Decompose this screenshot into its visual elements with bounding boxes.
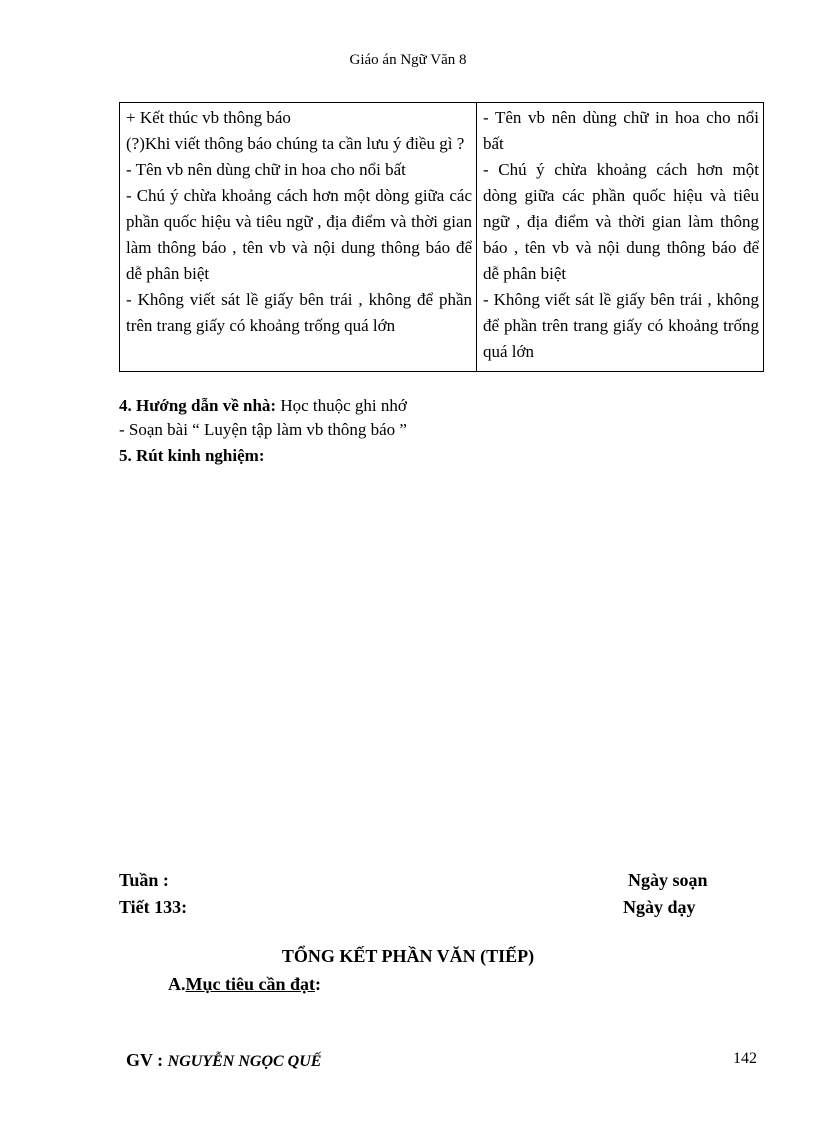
review-heading: 5. Rút kinh nghiệm: xyxy=(119,446,265,465)
week-label: Tuần : xyxy=(119,870,169,890)
right-line: - Tên vb nên dùng chữ in hoa cho nổi bất xyxy=(483,108,759,153)
right-cell xyxy=(477,103,764,372)
right-line: - Không viết sát lề giấy bên trái , không để phần trên trang giấy có khoảng trống quá lớn xyxy=(483,290,759,361)
section-heading xyxy=(168,974,321,995)
period-label: Tiết 133: xyxy=(119,897,188,917)
left-line: + Kết thúc vb thông báo xyxy=(126,108,291,127)
page-number: 142 xyxy=(733,1050,757,1067)
left-line: (?)Khi viết thông báo chúng ta cần lưu ý điều gì ? xyxy=(126,134,465,153)
table-row xyxy=(120,103,764,372)
right-line: - Chú ý chừa khoảng cách hơn một dòng giữa các phần quốc hiệu và tiêu ngữ , địa điểm và thời gian làm thông báo , tên vb và nội dung thông báo để dễ phân biệt xyxy=(483,160,759,283)
lesson-title: TỔNG KẾT PHẦN VĂN (TIẾP) xyxy=(281,946,535,966)
left-line: - Không viết sát lề giấy bên trái , không để phần trên trang giấy có khoảng trống quá lớn xyxy=(126,290,472,335)
prepare-line: - Soạn bài “ Luyện tập làm vb thông báo ” xyxy=(119,420,407,439)
homework-line xyxy=(119,394,407,418)
page-header: Giáo án Ngữ Văn 8 xyxy=(349,52,467,68)
homework-label: 4. Hướng dẫn về nhà: xyxy=(119,396,277,415)
gv-label: GV : xyxy=(126,1050,164,1070)
section-suffix: : xyxy=(315,974,321,994)
footer-teacher xyxy=(126,1050,321,1071)
section-text: Mục tiêu cần đạt xyxy=(185,974,315,994)
section-prefix: A. xyxy=(168,974,186,994)
teach-date-label: Ngày dạy xyxy=(623,897,696,917)
left-line: - Tên vb nên dùng chữ in hoa cho nổi bất xyxy=(126,160,406,179)
prep-date-label: Ngày soạn xyxy=(628,870,708,890)
left-line: - Chú ý chừa khoảng cách hơn một dòng giữa các phần quốc hiệu và tiêu ngữ , địa điểm và thời gian làm thông báo , tên vb và nội dung thông báo để dễ phân biệt xyxy=(126,186,472,283)
homework-text: Học thuộc ghi nhớ xyxy=(276,396,407,415)
left-cell xyxy=(120,103,477,372)
teacher-name: NGUYỄN NGỌC QUẾ xyxy=(167,1053,322,1070)
notes-table xyxy=(119,102,764,372)
